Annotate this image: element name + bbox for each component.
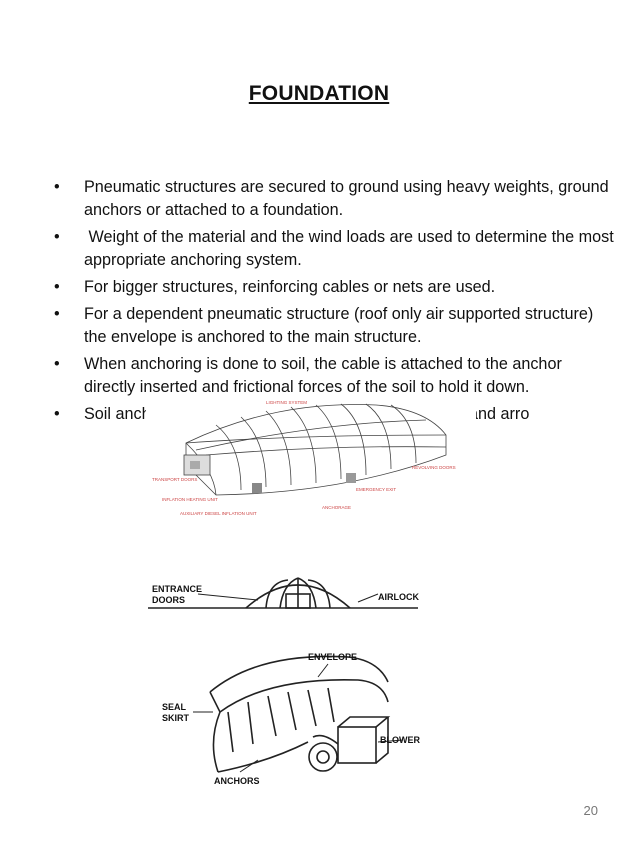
bullet-dot: •: [54, 305, 60, 323]
bullet-item: [54, 176, 614, 222]
label-revolving-doors: REVOLVING DOORS: [412, 465, 456, 470]
label-auxiliary-diesel: AUXILIARY DIESEL INFLATION UNIT: [180, 511, 257, 516]
bullet-dot: •: [54, 228, 60, 246]
label-entrance: ENTRANCE: [152, 584, 203, 594]
label-transport-doors: TRANSPORT DOORS: [152, 477, 198, 482]
label-doors: DOORS: [152, 595, 186, 605]
label-anchors: ANCHORS: [214, 776, 260, 786]
bullet-item: [54, 303, 614, 349]
bullet-dot: •: [54, 405, 60, 423]
label-skirt: SKIRT: [162, 713, 189, 723]
envelope-blower-diagram: [148, 572, 448, 792]
bullet-dot: •: [54, 178, 60, 196]
bullet-dot: •: [54, 355, 60, 373]
bullet-text: Pneumatic structures are secured to ground using heavy weights, ground anchors or attached to a foundation.: [84, 178, 609, 219]
slide-title: FOUNDATION: [248, 82, 390, 105]
label-seal: SEAL: [162, 702, 187, 712]
label-anchorage: ANCHORAGE: [322, 505, 352, 510]
bullet-text: For bigger structures, reinforcing cables or nets are used.: [84, 278, 496, 296]
bullet-text: For a dependent pneumatic structure (roof only air supported structure) the envelope is anchored to the main structure.: [84, 305, 594, 346]
label-blower: BLOWER: [380, 735, 420, 745]
bullet-text: Weight of the material and the wind loads are used to determine the most appropriate anchoring system.: [84, 228, 619, 269]
label-airlock: AIRLOCK: [378, 592, 419, 602]
air-dome-diagram: [146, 395, 476, 535]
label-lighting-system: LIGHTING SYSTEM: [266, 400, 308, 405]
label-emergency-exit: EMERGENCY EXIT: [356, 487, 397, 492]
label-inflation-heating: INFLATION HEATING UNIT: [162, 497, 218, 502]
bullet-item: [54, 353, 614, 399]
label-envelope: ENVELOPE: [308, 652, 358, 662]
bullet-text: Soil anch ing duckbill and arro: [84, 405, 530, 423]
bullet-dot: •: [54, 278, 60, 296]
bullet-item: [54, 226, 619, 272]
page-number: 20: [583, 803, 598, 818]
bullet-item: [54, 276, 614, 299]
bullet-list: [54, 176, 619, 430]
bullet-text: When anchoring is done to soil, the cable is attached to the anchor directly inserted and frictional forces of the soil to hold it down.: [84, 355, 562, 396]
